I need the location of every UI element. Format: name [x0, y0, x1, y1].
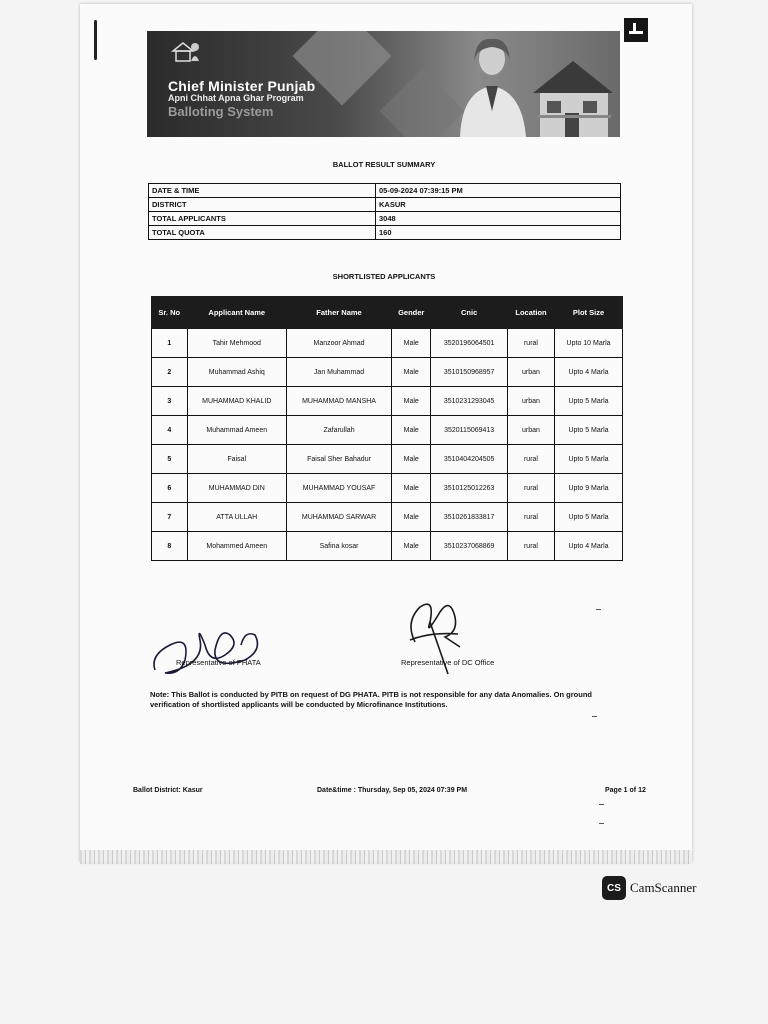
table-cell: 4	[152, 416, 188, 445]
table-row	[152, 474, 623, 503]
scan-dash	[599, 823, 604, 824]
summary-table	[148, 183, 621, 240]
table-row	[152, 503, 623, 532]
scan-dash	[592, 716, 597, 717]
summary-heading: BALLOT RESULT SUMMARY	[332, 160, 436, 169]
table-cell: urban	[507, 416, 554, 445]
summary-value: 05-09-2024 07:39:15 PM	[376, 184, 621, 198]
table-row	[152, 329, 623, 358]
table-cell: Male	[392, 445, 431, 474]
table-cell: rural	[507, 474, 554, 503]
table-cell: 3510261833817	[431, 503, 508, 532]
table-cell: Manzoor Ahmad	[286, 329, 391, 358]
scan-dash	[596, 609, 601, 610]
footer-district: Ballot District: Kasur	[133, 787, 203, 794]
table-cell: 7	[152, 503, 188, 532]
table-cell: Upto 5 Marla	[555, 445, 623, 474]
table-row	[152, 387, 623, 416]
table-cell: 3510150968957	[431, 358, 508, 387]
table-cell: 2	[152, 358, 188, 387]
table-cell: 8	[152, 532, 188, 561]
table-cell: Male	[392, 416, 431, 445]
summary-row	[149, 212, 621, 226]
table-cell: Tahir Mehmood	[187, 329, 286, 358]
table-cell: Male	[392, 358, 431, 387]
table-cell: 3510404204505	[431, 445, 508, 474]
banner-decoration	[293, 31, 392, 105]
table-cell: MUHAMMAD SARWAR	[286, 503, 391, 532]
table-cell: ATTA ULLAH	[187, 503, 286, 532]
scan-mark	[94, 20, 97, 60]
table-cell: Male	[392, 474, 431, 503]
table-cell: rural	[507, 503, 554, 532]
scan-edge	[80, 850, 692, 864]
table-cell: Upto 5 Marla	[555, 503, 623, 532]
footer-page: Page 1 of 12	[605, 787, 646, 794]
table-cell: Jan Muhammad	[286, 358, 391, 387]
table-cell: Muhammad Ashiq	[187, 358, 286, 387]
table-cell: rural	[507, 532, 554, 561]
table-cell: Male	[392, 329, 431, 358]
column-header: Cnic	[431, 297, 508, 329]
column-header: Sr. No	[152, 297, 188, 329]
table-cell: urban	[507, 358, 554, 387]
table-cell: Upto 10 Marla	[555, 329, 623, 358]
house-image	[525, 53, 620, 137]
summary-label: TOTAL QUOTA	[149, 226, 376, 240]
table-cell: rural	[507, 329, 554, 358]
summary-value: 160	[376, 226, 621, 240]
column-header: Gender	[392, 297, 431, 329]
note-text: Note: This Ballot is conducted by PITB on request of DG PHATA. PITB is not responsible for any data Anomalies. On ground verification of shortlisted applicants will be conducted by Microfinance Institutions.	[150, 690, 592, 709]
table-cell: Male	[392, 532, 431, 561]
table-cell: Faisal	[187, 445, 286, 474]
table-cell: 6	[152, 474, 188, 503]
camscanner-logo-icon: CS	[602, 876, 626, 900]
table-cell: MUHAMMAD MANSHA	[286, 387, 391, 416]
table-cell: Safina kosar	[286, 532, 391, 561]
portrait-image	[452, 31, 532, 137]
table-cell: Upto 5 Marla	[555, 416, 623, 445]
table-cell: urban	[507, 387, 554, 416]
house-logo-icon	[169, 39, 201, 65]
table-row	[152, 416, 623, 445]
summary-label: TOTAL APPLICANTS	[149, 212, 376, 226]
table-cell: Male	[392, 387, 431, 416]
table-row	[152, 358, 623, 387]
footer-datetime: Date&time : Thursday, Sep 05, 2024 07:39 PM	[317, 787, 468, 794]
table-cell: Upto 4 Marla	[555, 532, 623, 561]
banner-subtitle: Apni Chhat Apna Ghar Program	[168, 93, 304, 103]
table-row	[152, 445, 623, 474]
phata-signature-label: Representative of PHATA	[176, 658, 261, 667]
table-cell: Male	[392, 503, 431, 532]
table-cell: MUHAMMAD KHALID	[187, 387, 286, 416]
camscanner-watermark	[602, 876, 696, 900]
table-cell: Upto 5 Marla	[555, 387, 623, 416]
table-cell: Muhammad Ameen	[187, 416, 286, 445]
summary-label: DATE & TIME	[149, 184, 376, 198]
table-cell: 1	[152, 329, 188, 358]
banner-system: Balloting System	[168, 104, 274, 119]
table-cell: 3510231293045	[431, 387, 508, 416]
table-cell: rural	[507, 445, 554, 474]
column-header: Father Name	[286, 297, 391, 329]
summary-label: DISTRICT	[149, 198, 376, 212]
table-cell: Zafarullah	[286, 416, 391, 445]
program-banner	[147, 31, 620, 137]
column-header: Location	[507, 297, 554, 329]
table-row	[152, 532, 623, 561]
table-cell: 3510237068869	[431, 532, 508, 561]
table-cell: 3	[152, 387, 188, 416]
table-cell: MUHAMMAD YOUSAF	[286, 474, 391, 503]
table-cell: 3510125012263	[431, 474, 508, 503]
table-cell: 5	[152, 445, 188, 474]
table-cell: 3520115069413	[431, 416, 508, 445]
phata-signature	[145, 615, 270, 680]
banner-title: Chief Minister Punjab	[168, 78, 316, 94]
scan-dash	[599, 804, 604, 805]
table-cell: Mohammed Ameen	[187, 532, 286, 561]
table-cell: MUHAMMAD DIN	[187, 474, 286, 503]
column-header: Applicant Name	[187, 297, 286, 329]
summary-row	[149, 184, 621, 198]
summary-row	[149, 198, 621, 212]
table-cell: 3520196064501	[431, 329, 508, 358]
column-header: Plot Size	[555, 297, 623, 329]
summary-value: KASUR	[376, 198, 621, 212]
applicants-heading: SHORTLISTED APPLICANTS	[332, 272, 436, 281]
applicants-table	[151, 296, 623, 561]
table-cell: Upto 4 Marla	[555, 358, 623, 387]
summary-value: 3048	[376, 212, 621, 226]
table-cell: Upto 9 Marla	[555, 474, 623, 503]
dc-office-signature-label: Representative of DC Office	[401, 658, 495, 667]
corner-icon	[624, 18, 648, 42]
summary-row	[149, 226, 621, 240]
table-cell: Faisal Sher Bahadur	[286, 445, 391, 474]
camscanner-label: CamScanner	[630, 880, 697, 895]
